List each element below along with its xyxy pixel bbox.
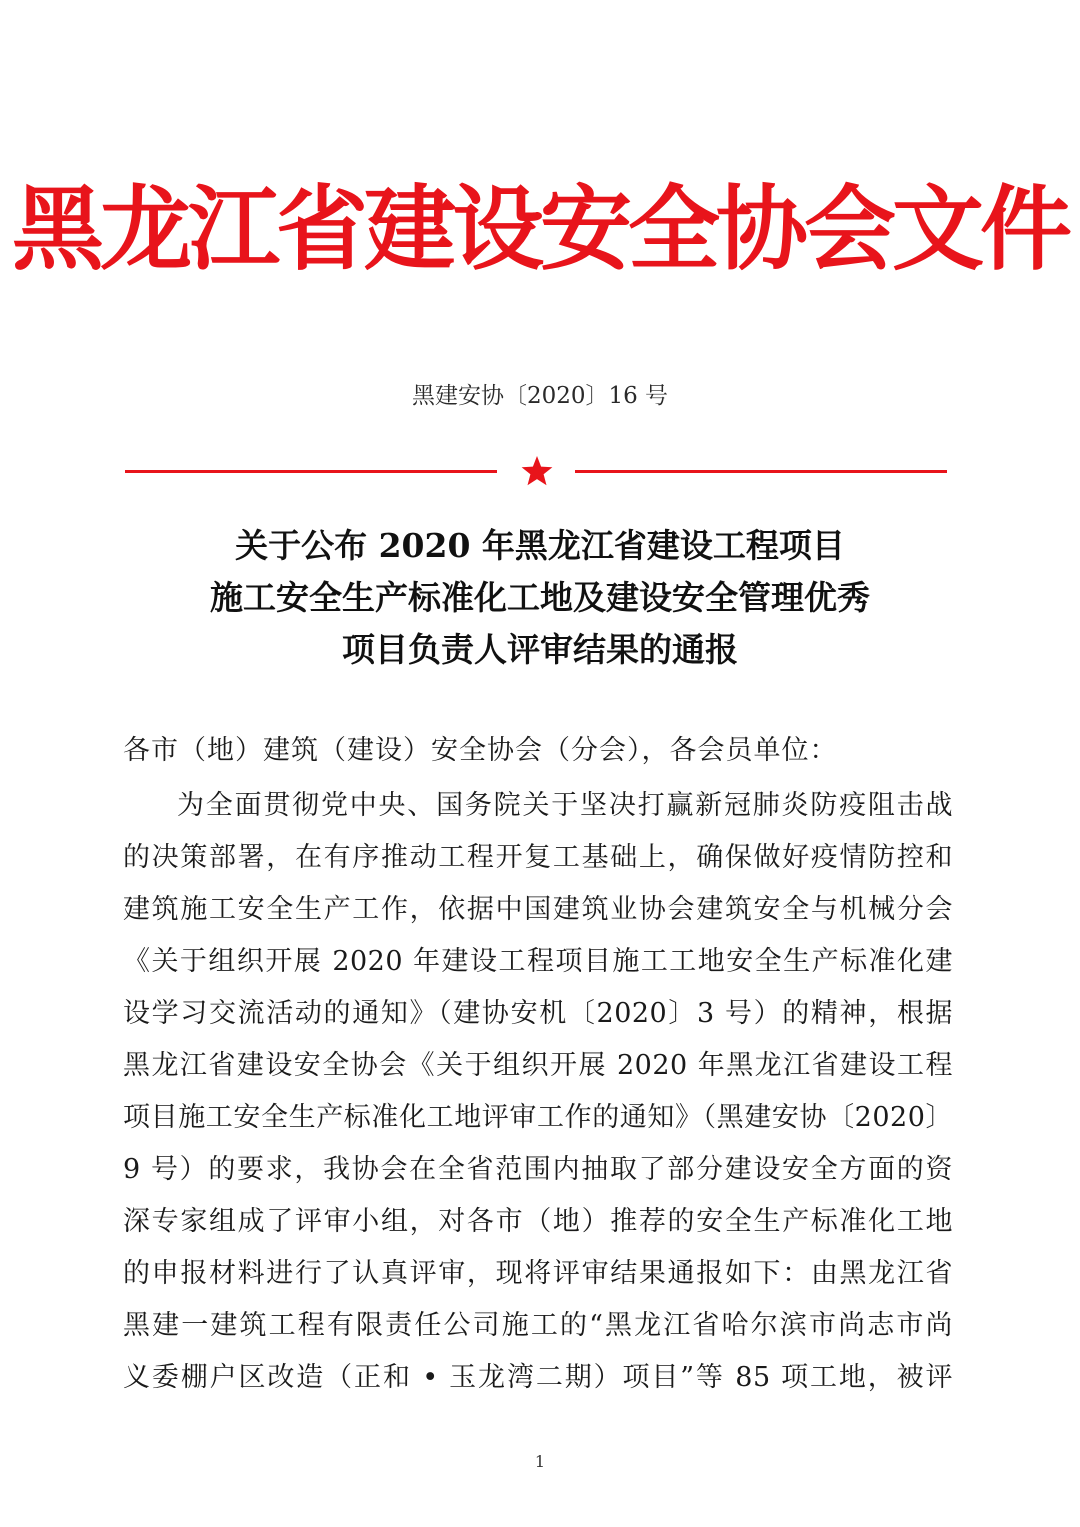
red-star-icon [520,454,554,488]
body-line: 建筑施工安全生产工作，依据中国建筑业协会建筑安全与机械分会 [123,894,953,925]
body-line: 黑建一建筑工程有限责任公司施工的“黑龙江省哈尔滨市尚志市尚 [123,1310,953,1341]
body-line: 深专家组成了评审小组，对各市（地）推荐的安全生产标准化工地 [123,1206,953,1237]
page-number: 1 [534,1452,546,1471]
notice-title [0,520,1080,676]
salutation: 各市（地）建筑（建设）安全协会（分会），各会员单位： [123,735,838,766]
body-line: 《关于组织开展 2020 年建设工程项目施工工地安全生产标准化建 [123,946,953,977]
body-line: 的申报材料进行了认真评审，现将评审结果通报如下：由黑龙江省 [123,1258,953,1289]
title-line: 关于公布 2020 年黑龙江省建设工程项目 [235,526,845,565]
divider-line-left [125,470,497,473]
title-line: 施工安全生产标准化工地及建设安全管理优秀 [210,578,870,617]
divider-line-right [575,470,947,473]
body-line: 设学习交流活动的通知》（建协安机〔2020〕3 号）的精神，根据 [123,998,953,1029]
body-line: 9 号）的要求，我协会在全省范围内抽取了部分建设安全方面的资 [123,1154,953,1185]
body-line: 黑龙江省建设安全协会《关于组织开展 2020 年黑龙江省建设工程 [123,1050,953,1081]
red-divider [125,452,947,492]
body-line: 为全面贯彻党中央、国务院关于坚决打赢新冠肺炎防疫阻击战 [177,790,953,821]
body-line: 的决策部署，在有序推动工程开复工基础上，确保做好疫情防控和 [123,842,953,873]
body-paragraph [123,784,953,1408]
document-number: 黑建安协〔2020〕16 号 [411,383,669,409]
body-line: 义委棚户区改造（正和 • 玉龙湾二期）项目”等 85 项工地，被评 [123,1362,953,1393]
body-line: 项目施工安全生产标准化工地评审工作的通知》（黑建安协〔2020〕 [123,1102,953,1133]
document-masthead: 黑龙江省建设安全协会文件 [11,176,1068,283]
title-line: 项目负责人评审结果的通报 [342,630,738,669]
